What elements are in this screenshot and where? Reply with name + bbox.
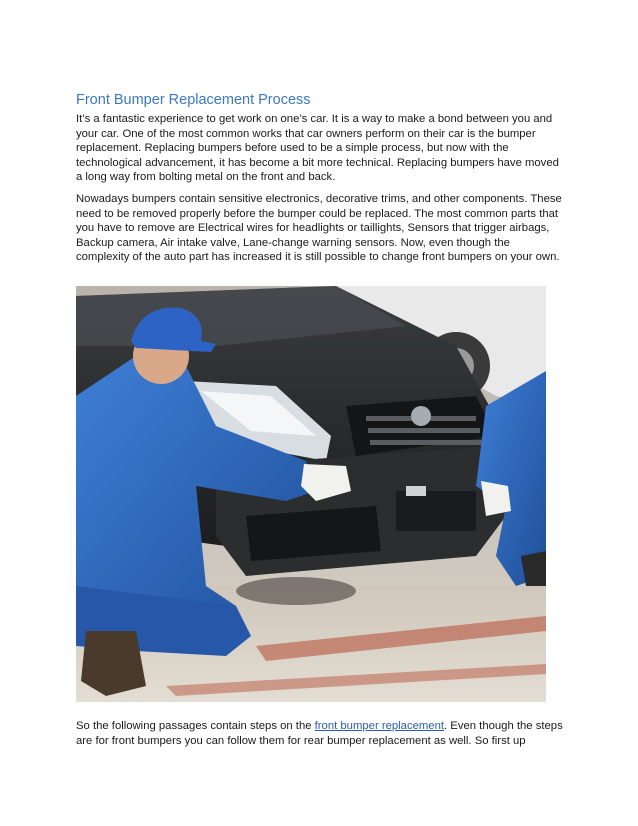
- mechanics-bumper-photo: [76, 286, 546, 702]
- article-title: Front Bumper Replacement Process: [76, 92, 311, 108]
- front-bumper-replacement-link[interactable]: front bumper replacement: [314, 720, 445, 732]
- steps-intro-text-after: . Even though the steps are for front bumpers you can follow them for rear bumper replacement as well. So first up: [76, 720, 563, 747]
- intro-paragraph: It’s a fantastic experience to get work on one’s car. It is a way to make a bond between you and your car. One of the most common works that car owners perform on their car is the bumper replacement. Replacing bumpers before used to be a simple process, but now with the technological advancement, it has become a bit more technical. Replacing bumpers have moved a long way from bolting metal on the front and back.: [76, 113, 559, 184]
- steps-intro-text-before: So the following passages contain steps on the: [76, 720, 315, 732]
- steps-intro-paragraph: [76, 719, 566, 748]
- parts-paragraph: Nowadays bumpers contain sensitive electronics, decorative trims, and other components. These need to be removed properly before the bumper could be replaced. The most common parts that you have to remove are Electrical wires for headlights or taillights, Sensors that trigger airbags, Backup camera, Air intake valve, Lane-change warning sensors. Now, even though the complexity of the auto part has increased it is still possible to change front bumpers on your own.: [76, 193, 562, 264]
